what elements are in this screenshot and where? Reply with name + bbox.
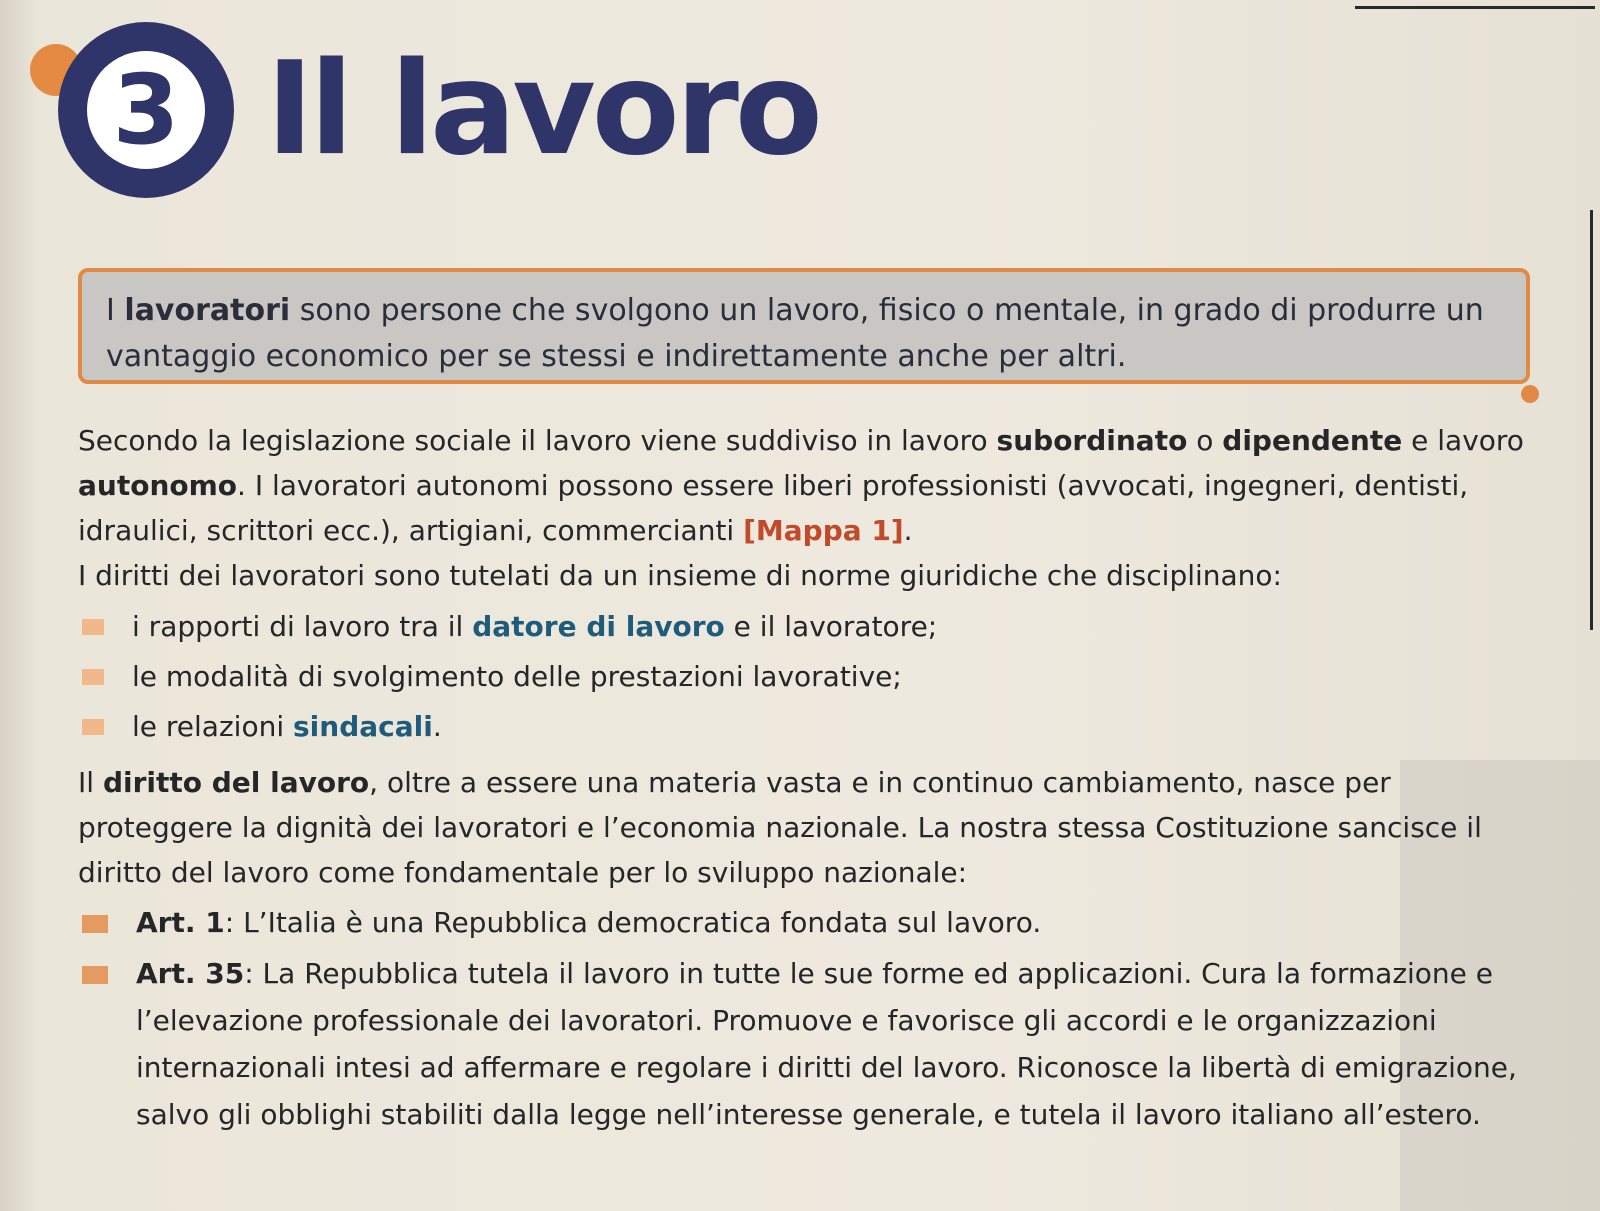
article-item xyxy=(78,899,1548,946)
text-run: . xyxy=(432,710,442,743)
list-item xyxy=(78,652,1548,702)
text-run: Secondo la legislazione sociale il lavoro viene suddiviso in lavoro xyxy=(78,424,988,457)
top-rule xyxy=(1355,6,1595,9)
bullet-square-icon xyxy=(82,619,104,635)
definition-lead: I xyxy=(106,293,115,328)
bullet-square-icon xyxy=(82,669,104,685)
text-run: . xyxy=(903,514,913,547)
article-label: Art. 35 xyxy=(136,957,245,990)
article-item xyxy=(78,950,1548,1138)
text-run: e lavoro xyxy=(1411,424,1524,457)
constitution-articles xyxy=(78,899,1548,1138)
section-header xyxy=(30,18,930,218)
term-autonomo: autonomo xyxy=(78,469,238,502)
list-item xyxy=(78,602,1548,652)
term-dipendente: dipendente xyxy=(1222,424,1403,457)
glossary-term-datore[interactable]: datore di lavoro xyxy=(472,610,725,643)
rights-list xyxy=(78,602,1548,752)
glossary-term-sindacali[interactable]: sindacali xyxy=(293,710,433,743)
paragraph-rights: I diritti dei lavoratori sono tutelati da un insieme di norme giuridiche che disciplinano: xyxy=(78,559,1282,592)
article-text: : La Repubblica tutela il lavoro in tutte le sue forme ed applicazioni. Cura la formazione e l’elevazione professionale dei lavoratori. Promuove e favorisce gli accordi e le organizzazioni internazionali intesi ad affermare e regolare i diritti del lavoro. Riconosce la libertà di emigrazione, salvo gli obblighi stabiliti dalla legge nell’interesse generale, e tutela il lavoro italiano all’estero. xyxy=(136,957,1517,1131)
term-subordinato: subordinato xyxy=(996,424,1188,457)
paragraph-work-types xyxy=(78,418,1548,553)
term-diritto-del-lavoro: diritto del lavoro xyxy=(102,766,370,799)
margin-rule xyxy=(1590,210,1593,630)
section-title: Il lavoro xyxy=(266,35,819,184)
bullet-square-icon xyxy=(82,915,108,933)
list-item xyxy=(78,702,1548,752)
section-number-badge xyxy=(58,22,234,198)
bullet-square-icon xyxy=(82,966,108,984)
article-label: Art. 1 xyxy=(136,906,225,939)
definition-term: lavoratori xyxy=(124,293,291,328)
text-run: le modalità di svolgimento delle prestazioni lavorative; xyxy=(132,660,902,693)
bullet-square-icon xyxy=(82,719,104,735)
section-number: 3 xyxy=(87,51,205,169)
definition-corner-dot xyxy=(1521,385,1539,403)
definition-box xyxy=(78,268,1530,384)
text-run: o xyxy=(1196,424,1214,457)
text-run: , oltre a essere una materia vasta e in continuo cambiamento, nasce per proteggere la dignità dei lavoratori e l’economia nazionale. La nostra stessa Costituzione sancisce il diritto del lavoro come fondamentale per lo sviluppo nazionale: xyxy=(78,766,1482,889)
article-text: : L’Italia è una Repubblica democratica fondata sul lavoro. xyxy=(224,906,1042,939)
map-reference-link[interactable]: [Mappa 1] xyxy=(743,514,904,547)
definition-text: sono persone che svolgono un lavoro, fisico o mentale, in grado di produrre un vantaggio economico per se stessi e indirettamente anche per altri. xyxy=(106,293,1484,374)
text-run: e il lavoratore; xyxy=(733,610,938,643)
text-run: . I lavoratori autonomi possono essere liberi professionisti (avvocati, ingegneri, dentisti, idraulici, scrittori ecc.), artigiani, commercianti xyxy=(78,469,1469,547)
paragraph-labour-law xyxy=(78,760,1548,895)
text-run: Il xyxy=(78,766,95,799)
text-run: i rapporti di lavoro tra il xyxy=(132,610,464,643)
body-text xyxy=(78,418,1548,1142)
text-run: le relazioni xyxy=(132,710,285,743)
